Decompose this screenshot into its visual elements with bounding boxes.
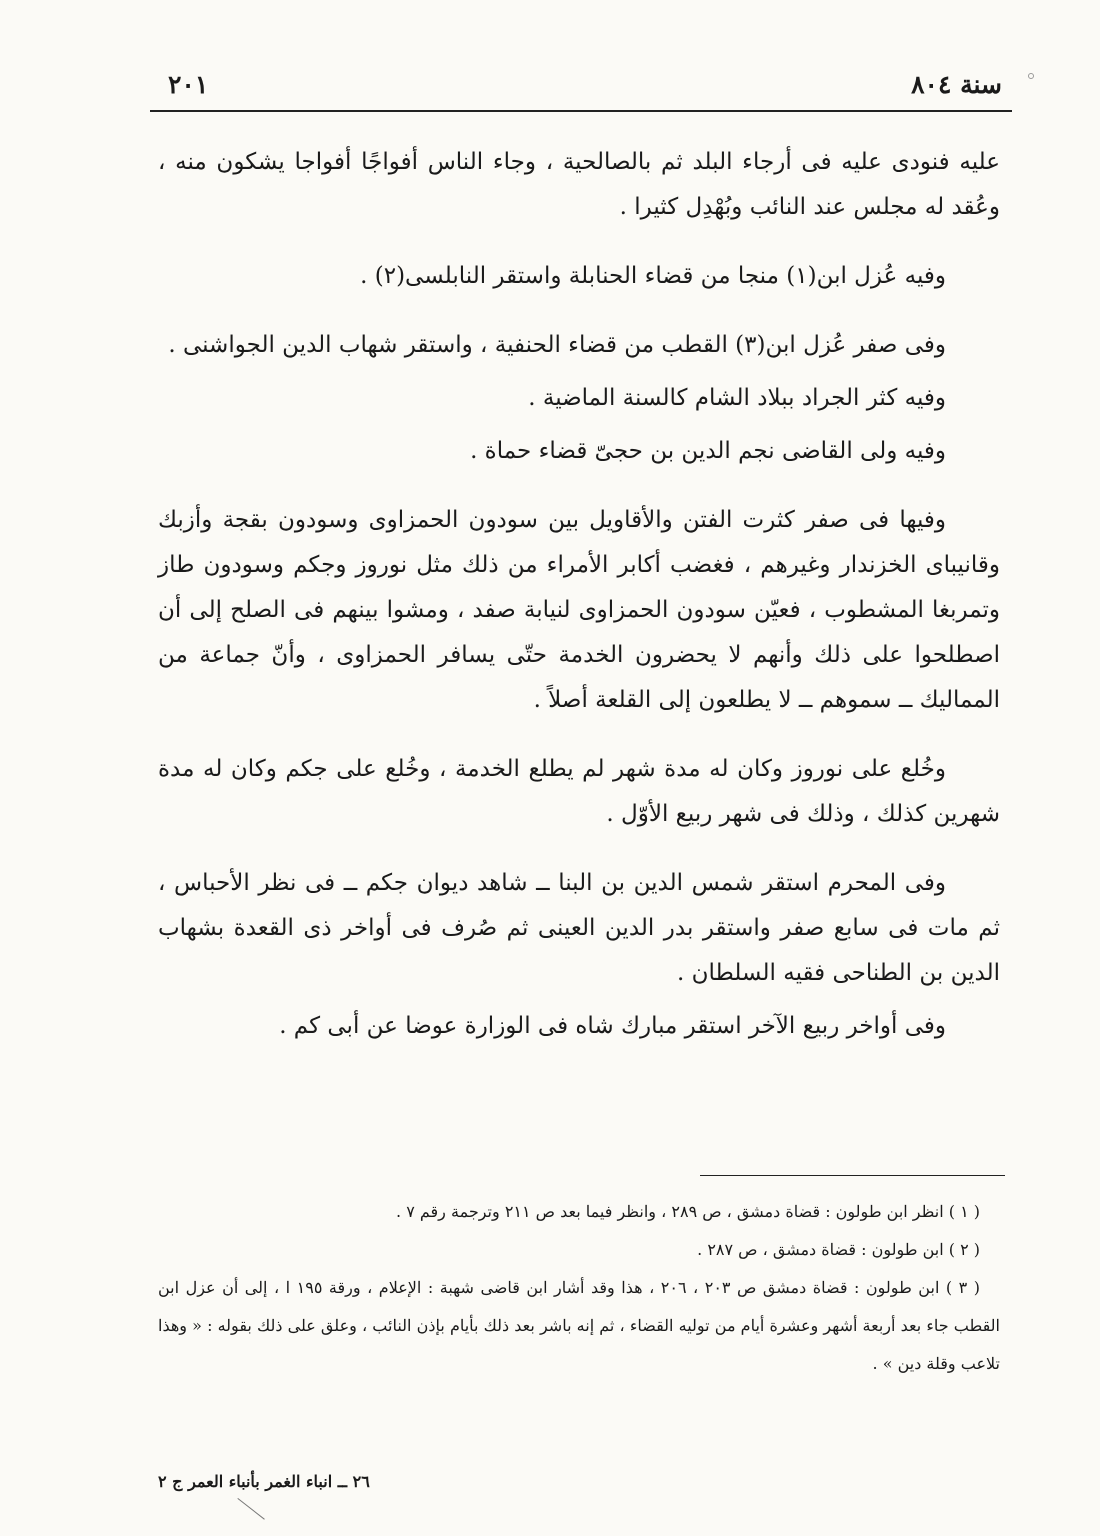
footnote-rule <box>700 1175 1005 1176</box>
paragraph: وفيه كثر الجراد ببلاد الشام كالسنة الماضية . <box>528 385 946 411</box>
paragraph: وخُلع على نوروز وكان له مدة شهر لم يطلع الخدمة ، وخُلع على جكم وكان له مدة شهرين كذلك ، وذلك فى شهر ربيع الأوّل . <box>158 756 1000 827</box>
paragraph: وفيها فى صفر كثرت الفتن والأقاويل بين سودون الحمزاوى وسودون بقجة وأزبك وقانيباى الخزندار وغيرهم ، فغضب أكابر الأمراء من ذلك مثل نوروز وجكم وسودون طاز وتمربغا المشطوب ، فعيّن سودون الحمزاوى لنيابة صفد ، ومشوا بينهم فى الصلح إلى أن اصطلحوا على ذلك وأنهم لا يحضرون الخدمة حتّى يسافر الحمزاوى ، وأنّ جماعة من المماليك ــ سموهم ــ لا يطلعون إلى القلعة أصلاً . <box>158 507 1000 713</box>
paragraph: وفى أواخر ربيع الآخر استقر مبارك شاه فى الوزارة عوضا عن أبى كم . <box>279 1013 946 1039</box>
footnotes <box>158 1193 1000 1383</box>
body-text <box>158 140 1000 1049</box>
footnote: ( ١ ) انظر ابن طولون : قضاة دمشق ، ص ٢٨٩ ، وانظر فيما بعد ص ٢١١ وترجمة رقم ٧ . <box>396 1202 980 1221</box>
footnote: ( ٣ ) ابن طولون : قضاة دمشق ص ٢٠٣ ، ٢٠٦ ، هذا وقد أشار ابن قاضى شهبة : الإعلام ، ورقة ١٩٥ ا ، إلى أن عزل ابن القطب جاء بعد أربعة أشهر وعشرة أيام من توليه القضاء ، ثم إنه باشر بعد ذلك بأيام بإذن النائب ، وعلق على ذلك بقوله : « وهذا تلاعب وقلة دين » . <box>158 1278 1000 1373</box>
printer-signature: ٢٦ ــ انباء الغمر بأنباء العمر ج ٢ <box>158 1472 370 1491</box>
paragraph: وفيه ولى القاضى نجم الدين بن حجىّ قضاء حماة . <box>470 438 946 464</box>
paragraph: عليه فنودى عليه فى أرجاء البلد ثم بالصالحية ، وجاء الناس أفواجًا أفواجا يشكون منه ، وعُقد له مجلس عند النائب وبُهْدِل كثيرا . <box>158 149 1000 220</box>
footnote: ( ٢ ) ابن طولون : قضاة دمشق ، ص ٢٨٧ . <box>697 1240 980 1259</box>
paragraph: وفى صفر عُزل ابن(٣) القطب من قضاء الحنفية ، واستقر شهاب الدين الجواشنى . <box>168 332 946 358</box>
paragraph: وفى المحرم استقر شمس الدين بن البنا ــ شاهد ديوان جكم ــ فى نظر الأحباس ، ثم مات فى سابع صفر واستقر بدر الدين العينى ثم صُرف فى أواخر ذى القعدة بشهاب الدين بن الطناحى فقيه السلطان . <box>158 870 1000 986</box>
paragraph: وفيه عُزل ابن(١) منجا من قضاء الحنابلة واستقر النابلسى(٢) . <box>360 263 946 289</box>
header-rule <box>150 110 1012 112</box>
page-number: ٢٠١ <box>168 70 209 99</box>
running-header <box>158 68 1008 108</box>
scan-mark <box>237 1498 264 1520</box>
scan-speck <box>1028 73 1034 79</box>
header-year: سنة ٨٠٤ <box>911 70 1002 99</box>
